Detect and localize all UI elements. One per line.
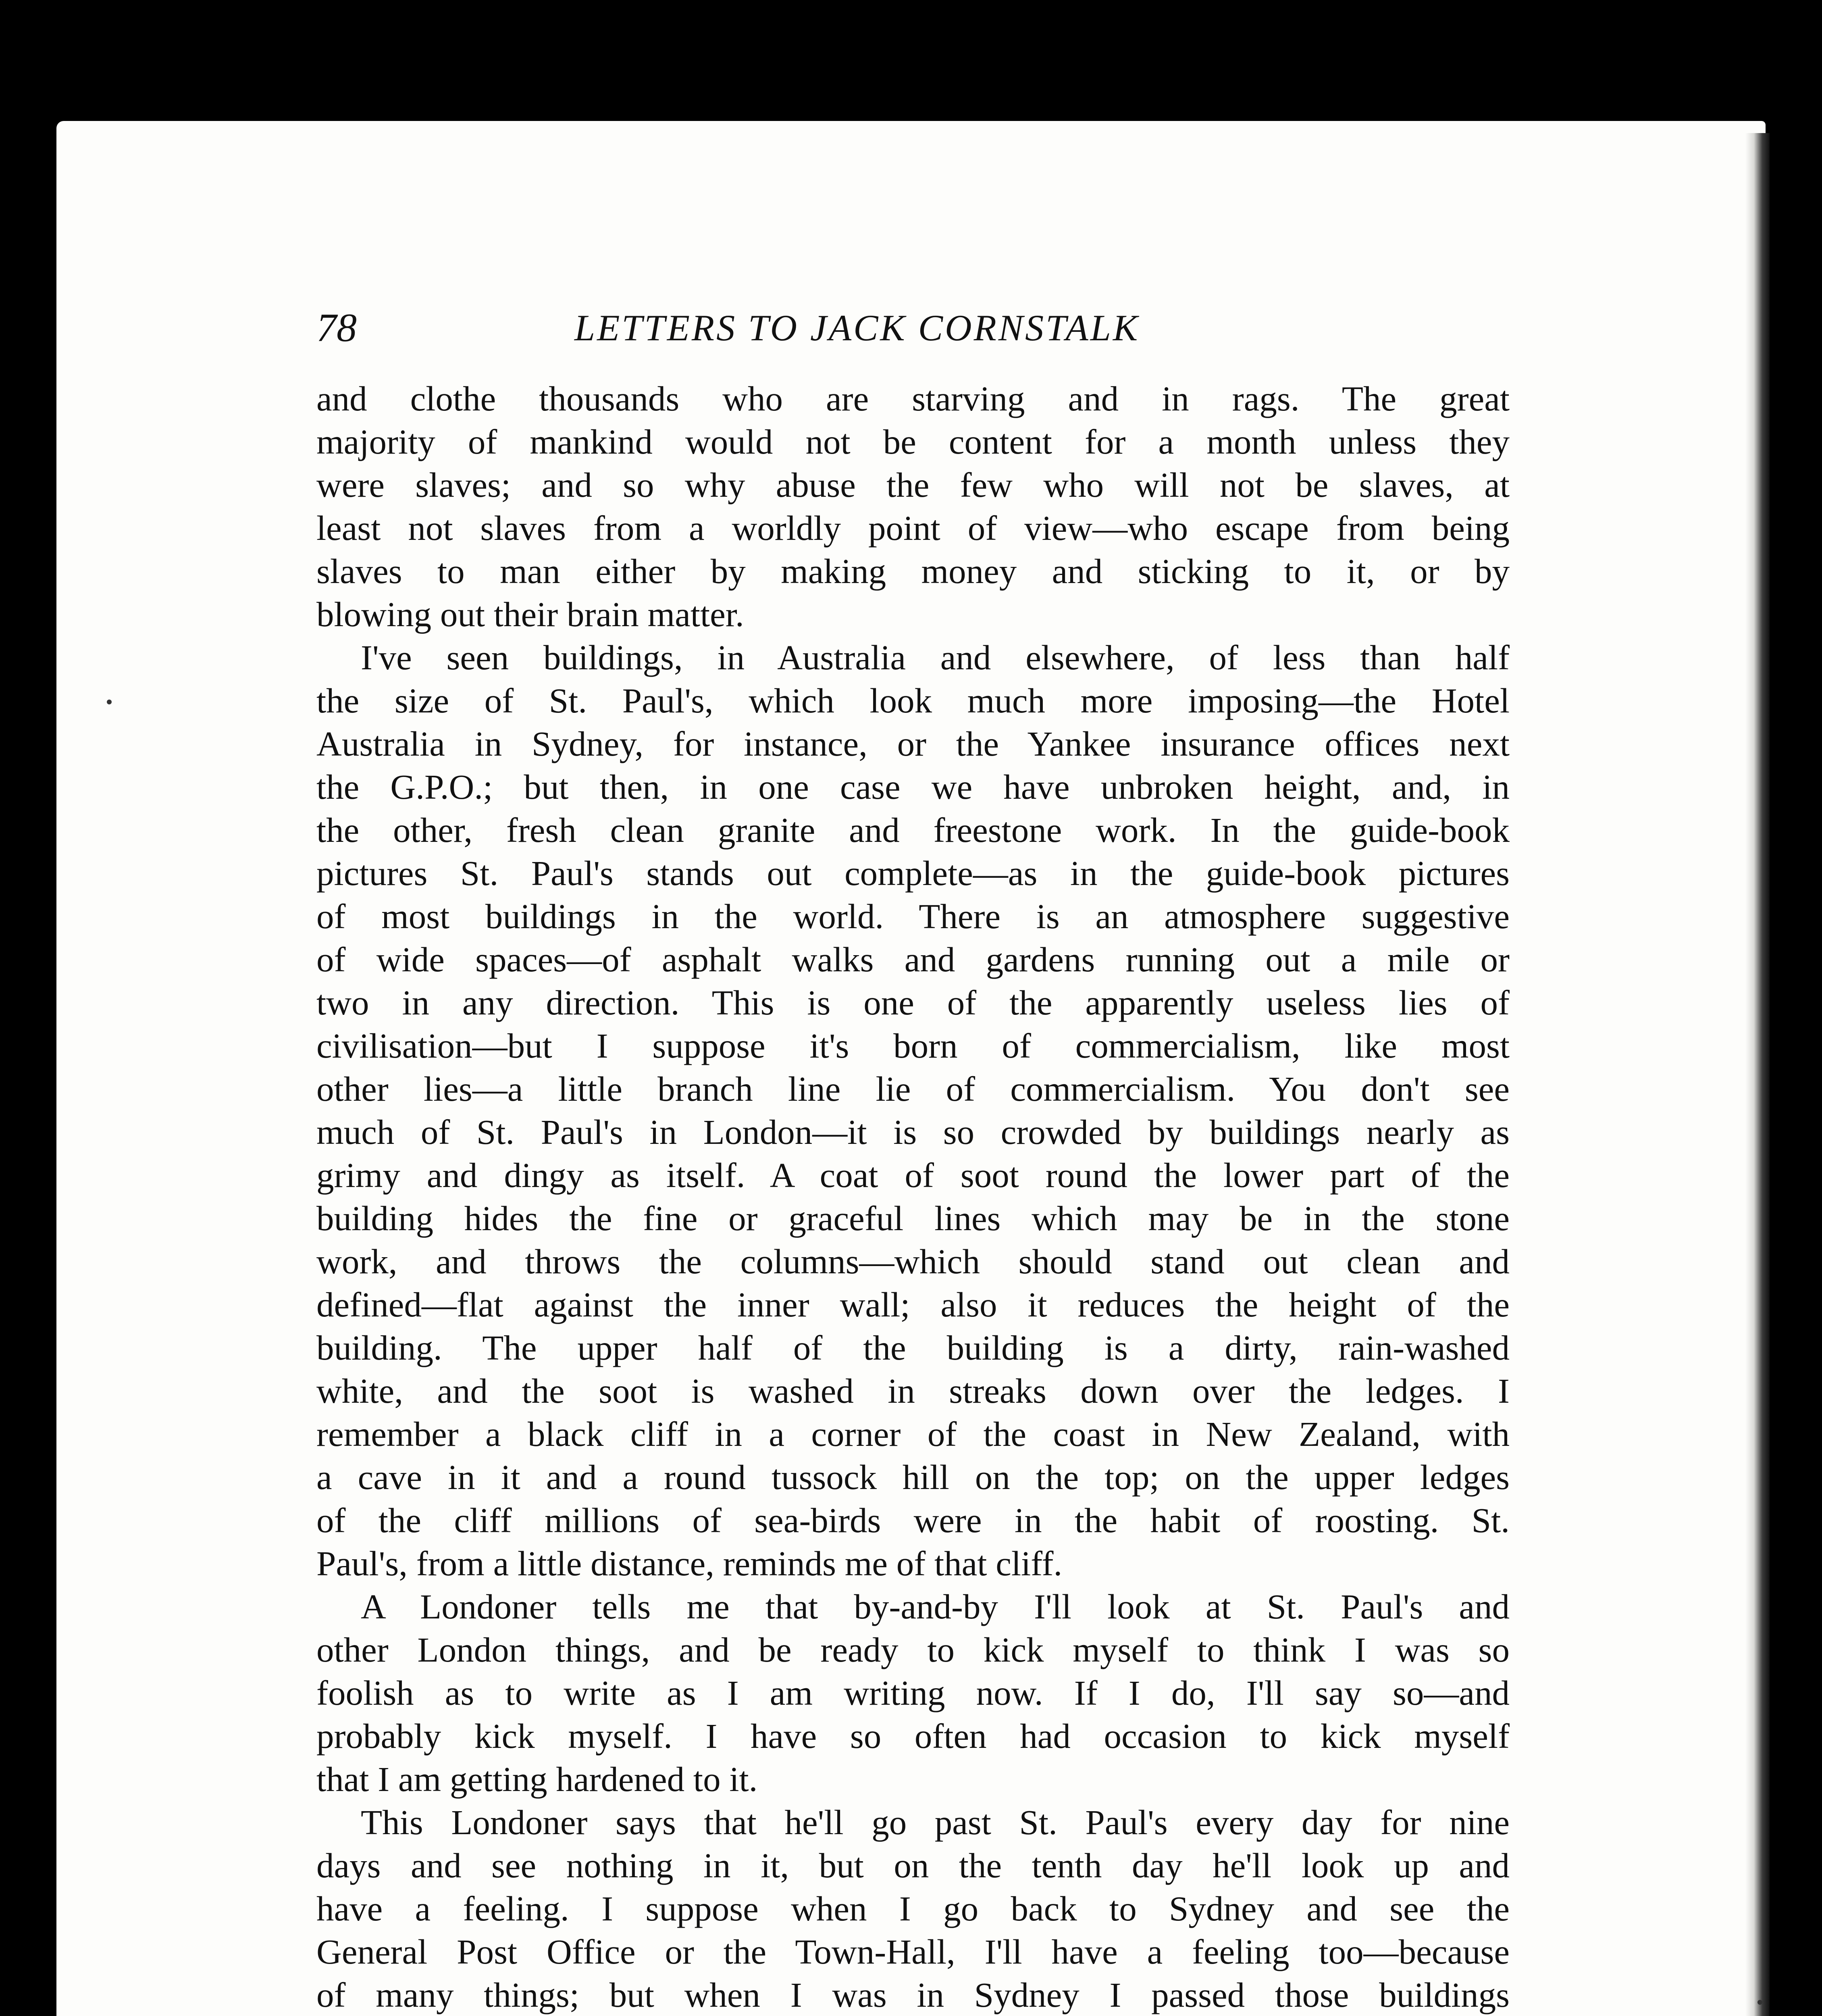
text-line: days and see nothing in it, but on the tenth day he'll look up and — [316, 1846, 1510, 1885]
text-line: majority of mankind would not be content for a month unless they — [316, 422, 1510, 461]
text-line: least not slaves from a worldly point of view—who escape from being — [316, 508, 1510, 548]
text-line: General Post Office or the Town-Hall, I'll have a feeling too—because — [316, 1932, 1510, 1971]
text-line: slaves to man either by making money and sticking to it, or by — [316, 552, 1510, 591]
text-line: A Londoner tells me that by-and-by I'll look at St. Paul's and — [361, 1587, 1510, 1626]
text-line: defined—flat against the inner wall; also it reduces the height of the — [316, 1285, 1510, 1324]
text-line: of most buildings in the world. There is an atmosphere suggestive — [316, 897, 1510, 936]
text-line: other lies—a little branch line lie of commercialism. You don't see — [316, 1069, 1510, 1108]
book-title: LETTERS TO JACK CORNSTALK — [574, 307, 1140, 348]
text-line: building. The upper half of the building is a dirty, rain-washed — [316, 1328, 1510, 1367]
paragraph — [316, 1801, 1510, 2016]
text-line: the size of St. Paul's, which look much more imposing—the Hotel — [316, 681, 1510, 720]
text-line: foolish as to write as I am writing now. If I do, I'll say so—and — [316, 1673, 1510, 1712]
text-line: have a feeling. I suppose when I go back to Sydney and see the — [316, 1889, 1510, 1928]
text-line: work, and throws the columns—which should stand out clean and — [316, 1242, 1510, 1281]
paragraph — [316, 636, 1510, 1585]
text-line: and clothe thousands who are starving and in rags. The great — [316, 379, 1510, 418]
text-line: I've seen buildings, in Australia and elsewhere, of less than half — [361, 638, 1510, 677]
text-line: other London things, and be ready to kick myself to think I was so — [316, 1630, 1510, 1669]
text-line: that I am getting hardened to it. — [316, 1760, 758, 1799]
text-line: were slaves; and so why abuse the few who will not be slaves, at — [316, 465, 1510, 504]
text-line: grimy and dingy as itself. A coat of soot round the lower part of the — [316, 1156, 1510, 1195]
page-number: 78 — [316, 305, 357, 350]
text-line: two in any direction. This is one of the apparently useless lies of — [316, 983, 1510, 1022]
text-line: blowing out their brain matter. — [316, 595, 744, 634]
running-head — [316, 298, 1510, 358]
text-line: probably kick myself. I have so often had occasion to kick myself — [316, 1716, 1510, 1756]
text-line: This Londoner says that he'll go past St. Paul's every day for nine — [361, 1803, 1510, 1842]
text-line: a cave in it and a round tussock hill on the top; on the upper ledges — [316, 1458, 1510, 1497]
paragraph — [316, 1585, 1510, 1801]
text-line: white, and the soot is washed in streaks down over the ledges. I — [316, 1371, 1510, 1410]
text-line: remember a black cliff in a corner of the coast in New Zealand, with — [316, 1414, 1510, 1454]
text-line: much of St. Paul's in London—it is so crowded by buildings nearly as — [316, 1112, 1510, 1152]
page-edge-shadow — [1745, 133, 1770, 2016]
text-line: the G.P.O.; but then, in one case we have unbroken height, and, in — [316, 767, 1510, 806]
body-text — [316, 377, 1510, 2016]
text-line: of the cliff millions of sea-birds were in the habit of roosting. St. — [316, 1501, 1510, 1540]
text-line: Paul's, from a little distance, reminds me of that cliff. — [316, 1544, 1063, 1583]
text-line: of many things; but when I was in Sydney I passed those buildings — [316, 1975, 1510, 2014]
text-line: building hides the fine or graceful lines which may be in the stone — [316, 1199, 1510, 1238]
scan-speck — [107, 700, 112, 704]
text-line: of wide spaces—of asphalt walks and gardens running out a mile or — [316, 940, 1510, 979]
text-line: the other, fresh clean granite and freestone work. In the guide-book — [316, 810, 1510, 850]
text-line: Australia in Sydney, for instance, or the Yankee insurance offices next — [316, 724, 1510, 763]
text-line: civilisation—but I suppose it's born of commercialism, like most — [316, 1026, 1510, 1065]
scan-speck — [1758, 2000, 1762, 2005]
paragraph — [316, 377, 1510, 636]
text-line: pictures St. Paul's stands out complete—as in the guide-book pictures — [316, 854, 1510, 893]
